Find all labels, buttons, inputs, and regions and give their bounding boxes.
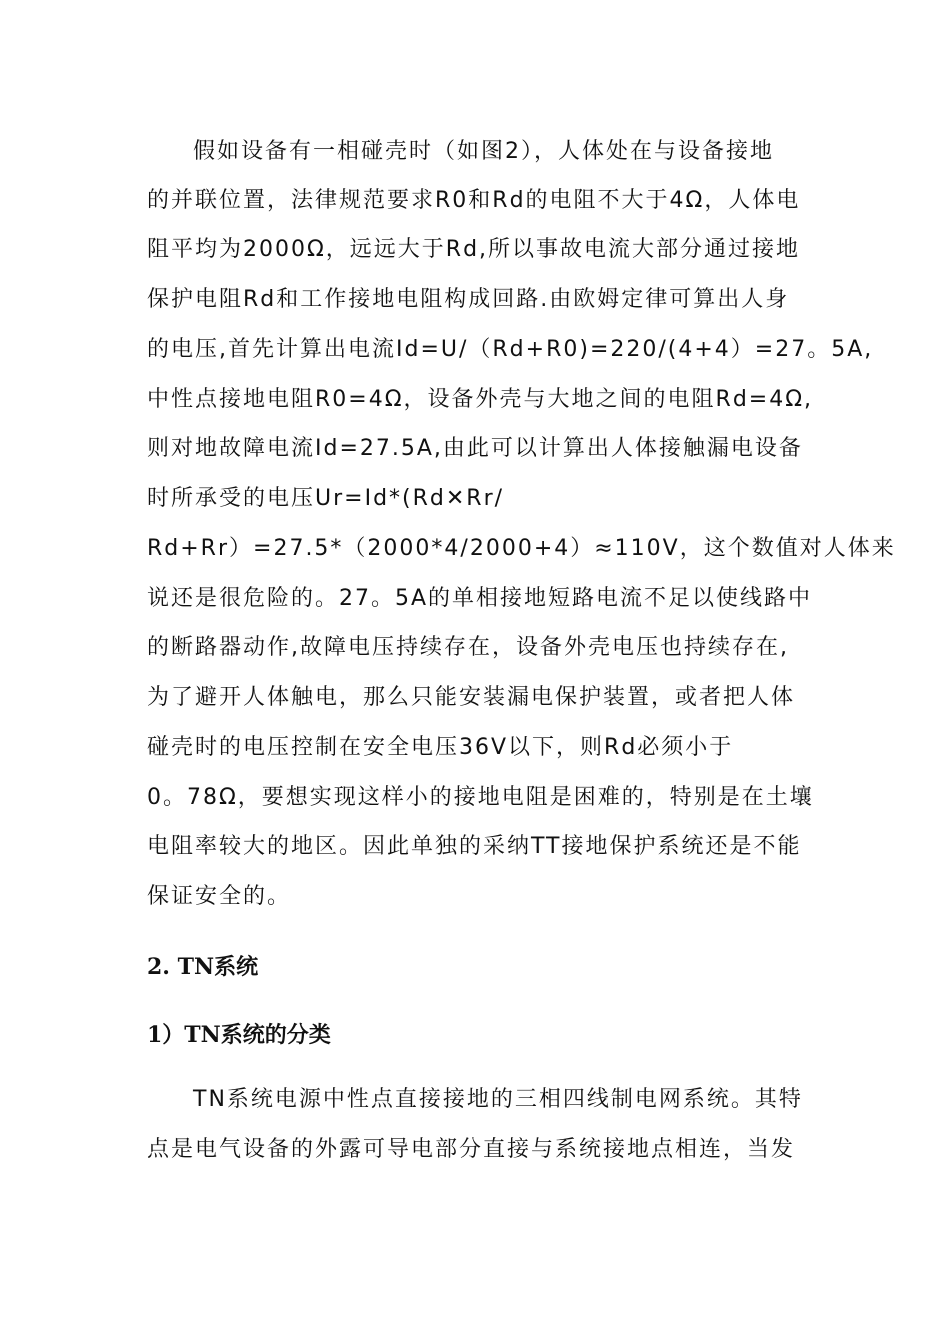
paragraph-line: 保护电阻Rd和工作接地电阻构成回路.由欧姆定律可算出人身 [147,287,790,312]
paragraph-line: TN系统电源中性点直接接地的三相四线制电网系统。其特 [193,1087,803,1112]
paragraph-line: Rd+Rr）=27.5*（2000*4/2000+4）≈110V，这个数值对人体来 [147,536,896,561]
paragraph-line: 时所承受的电压Ur=Id*(Rd✕Rr/ [147,486,505,511]
paragraph-line: 0。78Ω，要想实现这样小的接地电阻是困难的，特别是在土壤 [147,785,814,810]
section-heading: 2. TN系统 [147,954,259,980]
paragraph-line: 的断路器动作,故障电压持续存在，设备外壳电压也持续存在, [147,635,789,660]
paragraph-line: 点是电气设备的外露可导电部分直接与系统接地点相连，当发 [147,1137,796,1162]
paragraph-line: 阻平均为2000Ω，远远大于Rd,所以事故电流大部分通过接地 [147,237,801,262]
paragraph-line: 碰壳时的电压控制在安全电压36V以下，则Rd必须小于 [147,735,734,760]
paragraph-line: 为了避开人体触电，那么只能安装漏电保护装置，或者把人体 [147,685,796,710]
subsection-heading: 1）TN系统的分类 [147,1022,331,1048]
paragraph-line: 的电压,首先计算出电流Id=U/（Rd+R0)=220/(4+4）=27。5A, [147,337,874,362]
paragraph-line: 的并联位置，法律规范要求R0和Rd的电阻不大于4Ω，人体电 [147,188,801,213]
paragraph-line: 电阻率较大的地区。因此单独的采纳TT接地保护系统还是不能 [147,834,802,859]
paragraph-line: 说还是很危险的。27。5A的单相接地短路电流不足以使线路中 [147,586,813,611]
paragraph-line: 假如设备有一相碰壳时（如图2），人体处在与设备接地 [193,139,774,164]
paragraph-line: 中性点接地电阻R0=4Ω，设备外壳与大地之间的电阻Rd=4Ω, [147,387,814,412]
paragraph-line: 保证安全的。 [147,884,292,909]
paragraph-line: 则对地故障电流Id=27.5A,由此可以计算出人体接触漏电设备 [147,436,803,461]
